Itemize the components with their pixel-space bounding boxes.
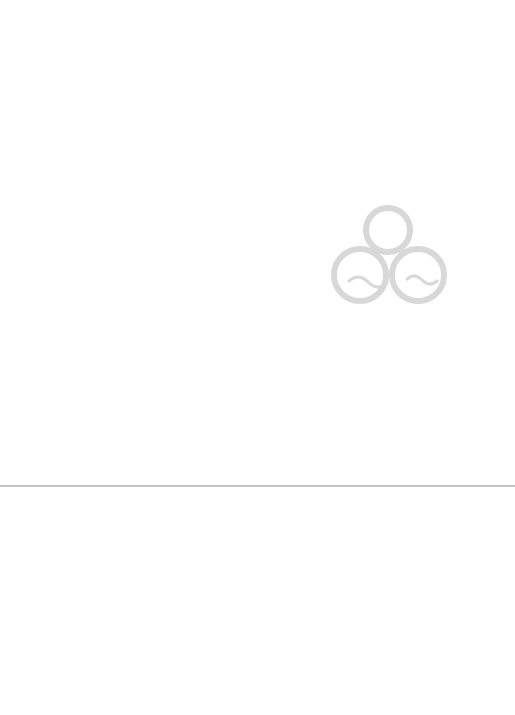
mdeq-logo-icon: [330, 200, 450, 310]
footer-watermark-strip: [0, 700, 515, 715]
mdeq-watermark: [330, 200, 450, 370]
